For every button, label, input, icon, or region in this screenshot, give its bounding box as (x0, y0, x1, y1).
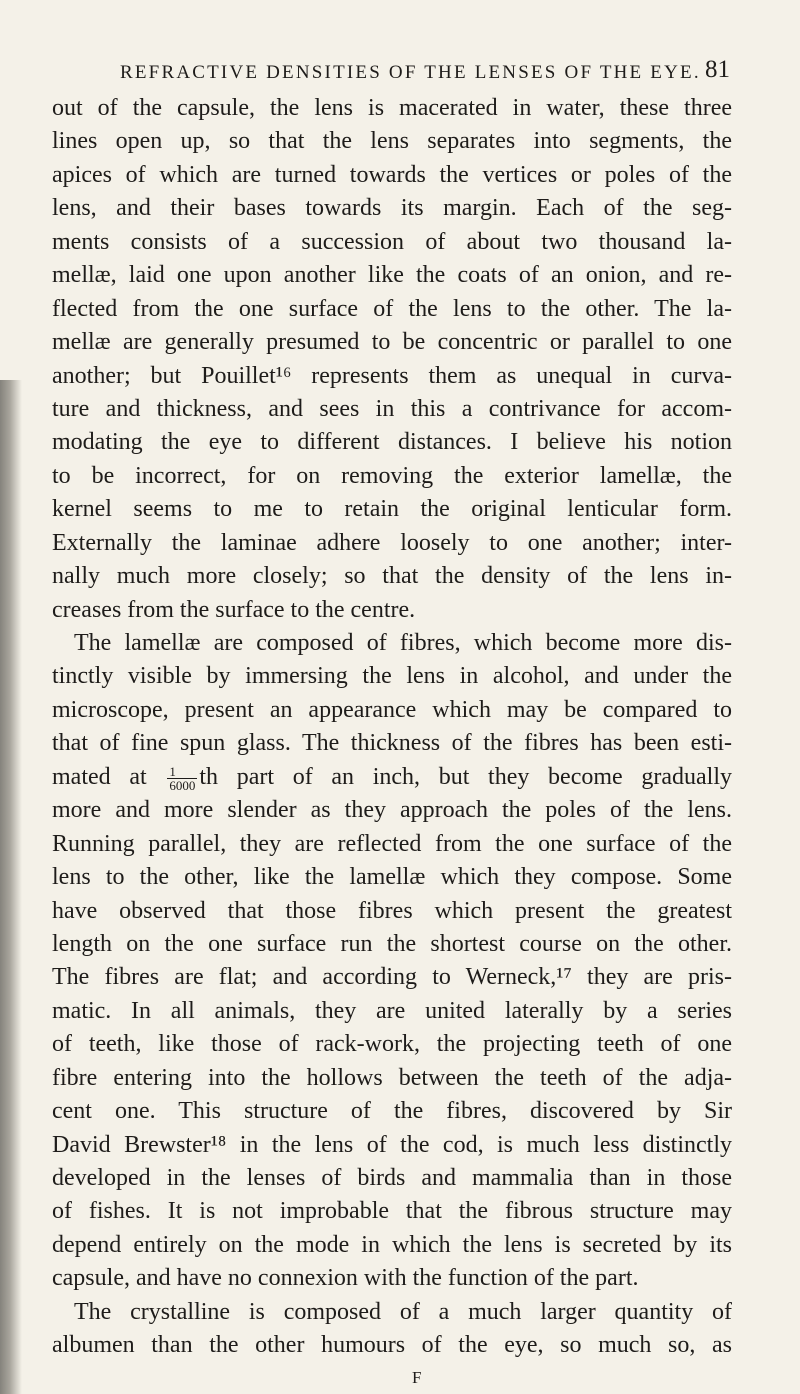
text-line: The fibres are flat; and according to Werneck,¹⁷ they are pris- (52, 964, 732, 991)
text-line: length on the one surface run the shortest course on the other. (52, 930, 732, 957)
text-line: lens, and their bases towards its margin. Each of the seg- (52, 195, 732, 222)
text-line: that of fine spun glass. The thickness of the fibres has been esti- (52, 730, 732, 757)
text-line: Externally the laminae adhere loosely to one another; inter- (52, 529, 732, 556)
text-line: mellæ are generally presumed to be concentric or parallel to one (52, 329, 732, 356)
signature-mark: F (412, 1368, 422, 1387)
text-line: depend entirely on the mode in which the lens is secreted by its (52, 1231, 732, 1258)
fraction-lead: mated at (52, 763, 147, 790)
text-line: ments consists of a succession of about two thousand la- (52, 228, 732, 255)
page-header (120, 56, 730, 88)
text-line: of fishes. It is not improbable that the fibrous structure may (52, 1198, 732, 1225)
text-line: out of the capsule, the lens is macerated in water, these three (52, 95, 732, 121)
text-line: David Brewster¹⁸ in the lens of the cod, is much less distinctly (52, 1131, 732, 1158)
text-line: kernel seems to me to retain the original lenticular form. (52, 496, 732, 523)
text-line: of teeth, like those of rack-work, the projecting teeth of one (52, 1031, 732, 1058)
text-line: another; but Pouillet¹⁶ represents them as unequal in curva- (52, 362, 732, 389)
text-line: The crystalline is composed of a much larger quantity of (74, 1298, 732, 1325)
text-line: albumen than the other humours of the eye, so much so, as (52, 1332, 732, 1359)
text-line: apices of which are turned towards the vertices or poles of the (52, 161, 732, 188)
text-line: lens to the other, like the lamellæ which they compose. Some (52, 864, 732, 891)
text-line: lines open up, so that the lens separates into segments, the (52, 128, 732, 155)
fraction-suffix: th part of an inch, but they become gradually (199, 763, 732, 790)
text-line: matic. In all animals, they are united laterally by a series (52, 997, 732, 1024)
text-line: capsule, and have no connexion with the function of the part. (52, 1265, 639, 1292)
fraction-denominator: 6000 (169, 777, 196, 793)
page-number: 81 (705, 56, 730, 83)
text-line: ture and thickness, and sees in this a contrivance for accom- (52, 395, 732, 422)
text-line: creases from the surface to the centre. (52, 596, 416, 623)
text-line: microscope, present an appearance which may be compared to (52, 696, 732, 723)
running-head: REFRACTIVE DENSITIES OF THE LENSES OF THE EYE. (120, 62, 701, 83)
text-line: tinctly visible by immersing the lens in alcohol, and under the (52, 663, 732, 690)
body-text (52, 92, 732, 1363)
page-binding-shadow (0, 380, 22, 1394)
text-line-with-fraction (52, 761, 732, 794)
text-line: nally much more closely; so that the density of the lens in- (52, 563, 732, 590)
text-line: to be incorrect, for on removing the exterior lamellæ, the (52, 462, 732, 489)
text-line: flected from the one surface of the lens to the other. The la- (52, 295, 732, 322)
text-line: The lamellæ are composed of fibres, which become more dis- (74, 630, 732, 656)
text-line: more and more slender as they approach the poles of the lens. (52, 797, 732, 824)
text-line: modating the eye to different distances. I believe his notion (52, 429, 732, 456)
fraction (167, 765, 197, 792)
text-line: fibre entering into the hollows between the teeth of the adja- (52, 1064, 732, 1091)
text-line: mellæ, laid one upon another like the coats of an onion, and re- (52, 262, 732, 289)
text-line: have observed that those fibres which present the greatest (52, 897, 732, 924)
fraction-numerator: 1 (167, 765, 197, 779)
text-line: cent one. This structure of the fibres, discovered by Sir (52, 1098, 732, 1125)
text-line: developed in the lenses of birds and mammalia than in those (52, 1165, 732, 1191)
text-line: Running parallel, they are reflected from the one surface of the (52, 830, 732, 857)
